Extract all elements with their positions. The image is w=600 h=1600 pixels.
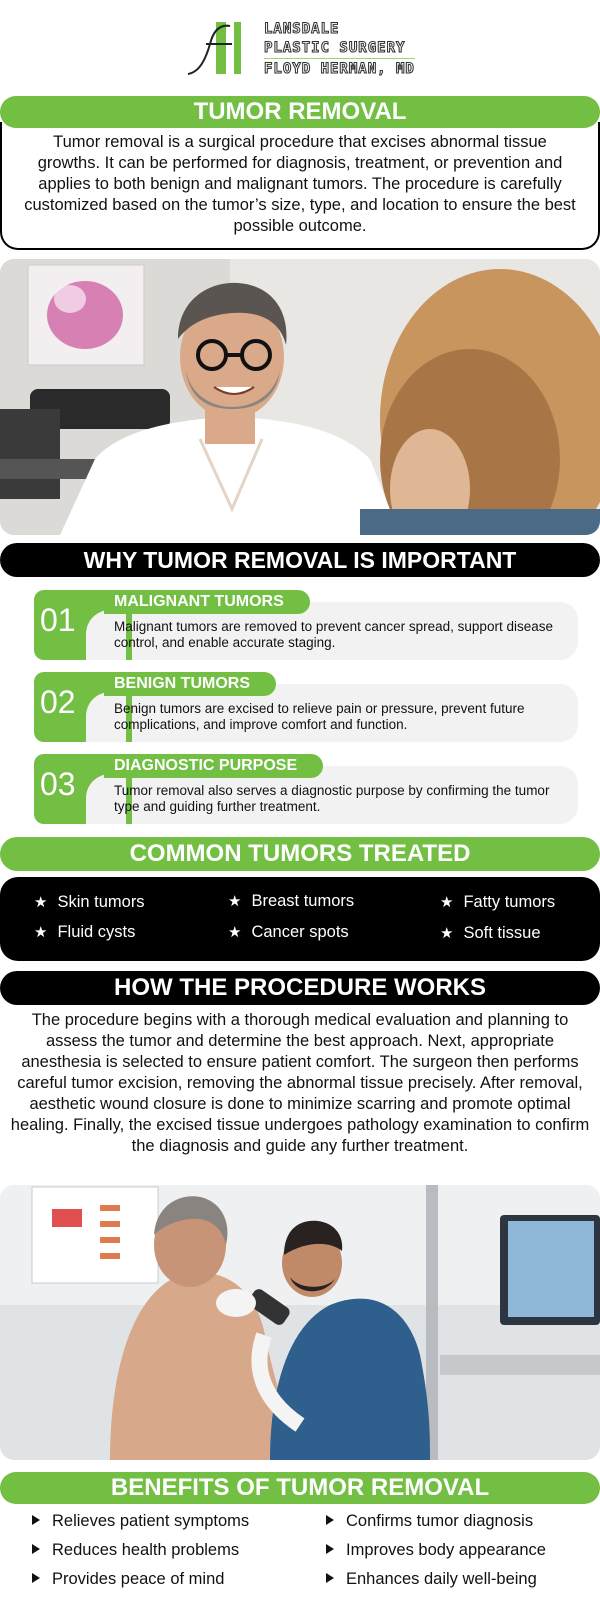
reason-title: BENIGN TUMORS xyxy=(104,672,276,696)
reason-card xyxy=(34,590,578,660)
why-heading: WHY TUMOR REMOVAL IS IMPORTANT xyxy=(0,543,600,577)
intro-text: Tumor removal is a surgical procedure that excises abnormal tissue growths. It can be performed for diagnosis, treatment, or prevention and applies to both benign and malignant tumors. The procedure is carefully customized based on the tumor’s size, type, and location to ensure the best possible outcome. xyxy=(24,133,576,235)
common-heading: COMMON TUMORS TREATED xyxy=(0,837,600,871)
intro-box xyxy=(0,122,600,250)
tumor-item: ★ Fluid cysts xyxy=(34,923,136,941)
procedure-heading: HOW THE PROCEDURE WORKS xyxy=(0,971,600,1005)
star-icon: ★ xyxy=(440,925,454,942)
star-icon: ★ xyxy=(34,894,48,911)
arrow-right-icon xyxy=(32,1544,40,1554)
star-icon: ★ xyxy=(228,893,242,910)
reason-title: DIAGNOSTIC PURPOSE xyxy=(104,754,323,778)
tumor-item: ★ Fatty tumors xyxy=(440,893,556,911)
common-tumors-box xyxy=(0,877,600,961)
logo-line-2: PLASTIC SURGERY xyxy=(264,40,406,56)
benefits-heading: BENEFITS OF TUMOR REMOVAL xyxy=(0,1472,600,1504)
reason-number: 02 xyxy=(40,684,76,720)
tumor-item: ★ Cancer spots xyxy=(228,923,349,941)
procedure-text: The procedure begins with a thorough medical evaluation and planning to assess the tumor and determine the best approach. Next, appropriate anesthesia is selected to ensure patient comfort. The surgeon then performs careful tumor excision, removing the abnormal tissue precisely. After removal, aesthetic wound closure is done to minimize scarring and promote optimal healing. Finally, the excised tissue undergoes pathology examination to confirm the diagnosis and guide any further treatment. xyxy=(10,1011,590,1155)
benefit-item: Confirms tumor diagnosis xyxy=(326,1512,533,1531)
star-icon: ★ xyxy=(440,894,454,911)
reason-description: Malignant tumors are removed to prevent cancer spread, support disease control, and enable accurate staging. xyxy=(114,619,553,650)
logo-line-3: FLOYD HERMAN, MD xyxy=(264,58,415,79)
doctor-photo xyxy=(0,259,600,535)
star-icon: ★ xyxy=(228,924,242,941)
tumor-item: ★ Skin tumors xyxy=(34,893,145,911)
arrow-right-icon xyxy=(326,1515,334,1525)
arrow-right-icon xyxy=(32,1573,40,1583)
reason-card xyxy=(34,754,578,824)
tumor-item: ★ Soft tissue xyxy=(440,924,541,942)
benefit-item: Improves body appearance xyxy=(326,1541,546,1560)
arrow-right-icon xyxy=(326,1544,334,1554)
intro-heading: TUMOR REMOVAL xyxy=(0,96,600,128)
examination-photo xyxy=(0,1185,600,1460)
reason-description: Tumor removal also serves a diagnostic purpose by confirming the tumor type and guiding further treatment. xyxy=(114,783,550,814)
reason-number: 03 xyxy=(40,766,76,802)
benefit-item: Relieves patient symptoms xyxy=(32,1512,249,1531)
logo xyxy=(0,14,600,80)
reason-number: 01 xyxy=(40,602,76,638)
logo-line-1: LANSDALE xyxy=(264,21,340,37)
benefit-item: Reduces health problems xyxy=(32,1541,239,1560)
star-icon: ★ xyxy=(34,924,48,941)
reason-card xyxy=(34,672,578,742)
reason-title: MALIGNANT TUMORS xyxy=(104,590,310,614)
benefit-item: Enhances daily well-being xyxy=(326,1570,537,1589)
tumor-item: ★ Breast tumors xyxy=(228,892,355,910)
logo-mark-icon xyxy=(186,18,256,78)
logo-text xyxy=(264,20,415,79)
arrow-right-icon xyxy=(326,1573,334,1583)
benefit-item: Provides peace of mind xyxy=(32,1570,224,1589)
arrow-right-icon xyxy=(32,1515,40,1525)
reason-description: Benign tumors are excised to relieve pain or pressure, prevent future complications, and improve comfort and function. xyxy=(114,701,525,732)
